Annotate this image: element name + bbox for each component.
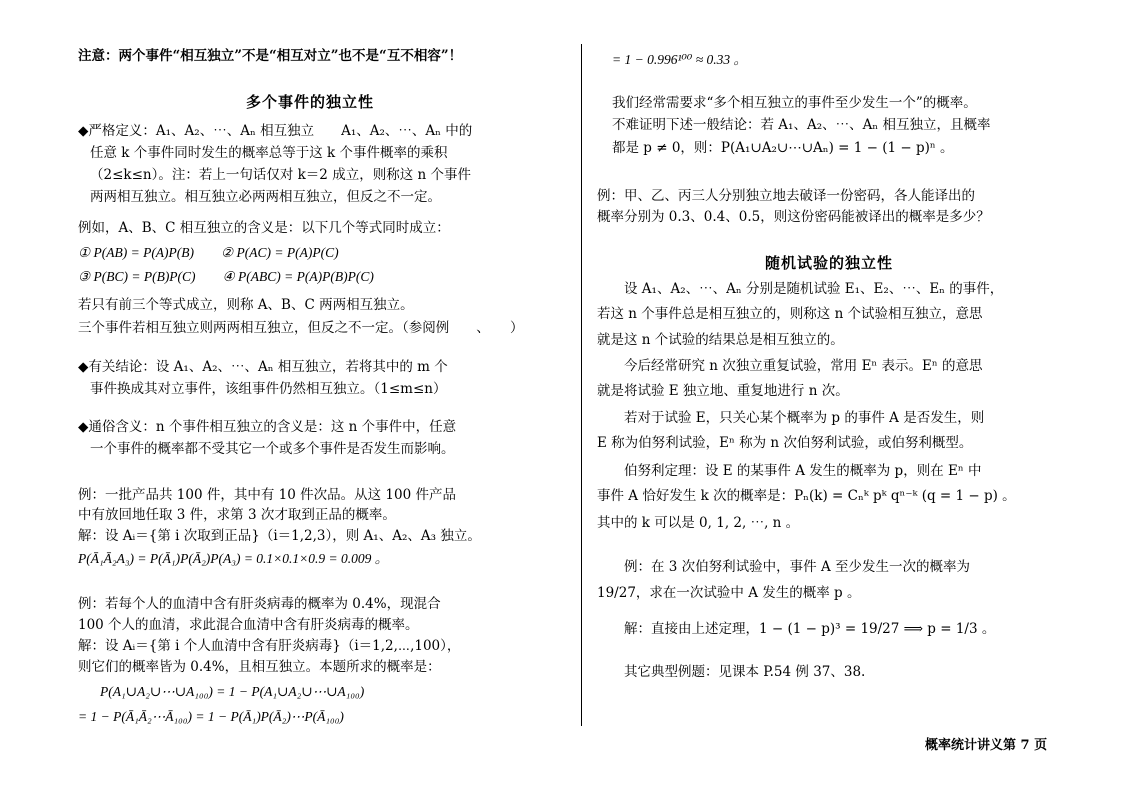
- repeated-trial-line-2: 就是将试验 E 独立地、重复地进行 n 次。: [597, 383, 849, 399]
- section-title-multi-event: 多个事件的独立性: [246, 93, 375, 111]
- bernoulli-theorem-line-3: 其中的 k 可以是 0, 1, 2, ⋯, n 。: [597, 515, 800, 531]
- example-2-line-1: 例：若每个人的血清中含有肝炎病毒的概率为 0.4%，现混合: [78, 596, 441, 612]
- example-4-line-2: 19/27，求在一次试验中 A 发生的概率 p 。: [597, 585, 861, 601]
- example-1-line-3: 解：设 Aᵢ＝{第 i 次取到正品}（i＝1,2,3），则 A₁、A₂、A₃ 独立。: [78, 528, 481, 544]
- equation-row-1: ① P(AB) = P(A)P(B) ② P(AC) = P(A)P(C): [78, 245, 339, 260]
- at-least-one-line-1: 我们经常需要求“多个相互独立的事件至少发生一个”的概率。: [612, 95, 977, 111]
- example-2-formula-1: P(A₁∪A₂∪⋯∪A₁₀₀) = 1 − P(A₁∪A₂∪⋯∪A₁₀₀): [100, 684, 365, 699]
- bernoulli-line-1: 若对于试验 E，只关心某个概率为 p 的事件 A 是否发生，则: [624, 410, 985, 426]
- pairwise-note-2: 三个事件若相互独立则两两相互独立，但反之不一定。（参阅例 、 ）: [78, 320, 524, 336]
- example-2-line-4: 则它们的概率皆为 0.4%，且相互独立。本题所求的概率是：: [78, 659, 441, 675]
- popular-meaning-line-1: ◆通俗含义：n 个事件相互独立的含义是：这 n 个事件中，任意: [78, 419, 457, 435]
- bernoulli-theorem-line-2: 事件 A 恰好发生 k 次的概率是：Pₙ(k) = Cₙᵏ pᵏ qⁿ⁻ᵏ (q = 1 − p) 。: [597, 488, 1016, 504]
- related-conclusion-line-1: ◆有关结论：设 A₁、A₂、⋯、Aₙ 相互独立，若将其中的 m 个: [78, 359, 448, 375]
- at-least-one-line-2: 不难证明下述一般结论：若 A₁、A₂、⋯、Aₙ 相互独立，且概率: [612, 117, 991, 133]
- strict-definition-line-1: ◆严格定义：A₁、A₂、⋯、Aₙ 相互独立 A₁、A₂、⋯、Aₙ 中的: [78, 123, 473, 139]
- page-footer: 概率统计讲义第 7 页: [925, 738, 1048, 753]
- section-title-random-trial: 随机试验的独立性: [765, 254, 894, 272]
- strict-definition-line-4: 两两相互独立。相互独立必两两相互独立，但反之不一定。: [90, 189, 441, 205]
- bernoulli-theorem-line-1: 伯努利定理：设 E 的某事件 A 发生的概率为 p，则在 Eⁿ 中: [624, 463, 982, 479]
- column-divider: [581, 44, 582, 726]
- popular-meaning-line-2: 一个事件的概率都不受其它一个或多个事件是否发生而影响。: [90, 441, 455, 457]
- example-intro: 例如，A、B、C 相互独立的含义是：以下几个等式同时成立：: [78, 220, 450, 236]
- example-2-result: = 1 − 0.996¹⁰⁰ ≈ 0.33 。: [612, 52, 747, 67]
- trial-independence-line-1: 设 A₁、A₂、⋯、Aₙ 分别是随机试验 E₁、E₂、⋯、Eₙ 的事件，: [624, 281, 1004, 297]
- repeated-trial-line-1: 今后经常研究 n 次独立重复试验，常用 Eⁿ 表示。Eⁿ 的意思: [624, 358, 983, 374]
- example-2-line-2: 100 个人的血清，求此混合血清中含有肝炎病毒的概率。: [78, 617, 419, 633]
- at-least-one-line-3: 都是 p ≠ 0，则：P(A₁∪A₂∪⋯∪Aₙ) = 1 − (1 − p)ⁿ 。: [612, 140, 954, 156]
- other-examples: 其它典型例题：见课本 P.54 例 37、38.: [624, 664, 866, 680]
- example-4-line-1: 例：在 3 次伯努利试验中，事件 A 至少发生一次的概率为: [624, 559, 971, 575]
- example-1-line-1: 例：一批产品共 100 件，其中有 10 件次品。从这 100 件产品: [78, 487, 456, 503]
- example-2-formula-2: = 1 − P(Ā₁Ā₂⋯Ā₁₀₀) = 1 − P(Ā₁)P(Ā₂)⋯P(Ā₁₀₀): [78, 709, 344, 724]
- pairwise-note-1: 若只有前三个等式成立，则称 A、B、C 两两相互独立。: [78, 297, 414, 313]
- related-conclusion-line-2: 事件换成其对立事件，该组事件仍然相互独立。（1≤m≤n）: [90, 381, 447, 397]
- example-1-formula: P(Ā₁Ā₂A₃) = P(Ā₁)P(Ā₂)P(A₃) = 0.1×0.1×0.9 = 0.009 。: [78, 551, 389, 566]
- equation-row-2: ③ P(BC) = P(B)P(C) ④ P(ABC) = P(A)P(B)P(C): [78, 269, 374, 284]
- strict-definition-line-3: （2≤k≤n）。注：若上一句话仅对 k＝2 成立，则称这 n 个事件: [90, 167, 471, 183]
- note-line: 注意：两个事件“相互独立”不是“相互对立”也不是“互不相容”！: [78, 48, 463, 64]
- example-1-line-2: 中有放回地任取 3 件，求第 3 次才取到正品的概率。: [78, 507, 396, 523]
- strict-definition-line-2: 任意 k 个事件同时发生的概率总等于这 k 个事件概率的乘积: [90, 145, 448, 161]
- example-4-solution: 解：直接由上述定理，1 − (1 − p)³ = 19/27 ⟹ p = 1/3 。: [624, 621, 996, 637]
- trial-independence-line-3: 就是这 n 个试验的结果总是相互独立的。: [597, 332, 844, 348]
- trial-independence-line-2: 若这 n 个事件总是相互独立的，则称这 n 个试验相互独立，意思: [597, 306, 983, 322]
- example-2-line-3: 解：设 Aᵢ＝{第 i 个人血清中含有肝炎病毒}（i＝1,2,⋯,100），: [78, 638, 461, 654]
- example-3-line-1: 例：甲、乙、丙三人分别独立地去破译一份密码，各人能译出的: [597, 188, 975, 204]
- example-3-line-2: 概率分别为 0.3、0.4、0.5，则这份密码能被译出的概率是多少？: [597, 209, 990, 225]
- bernoulli-line-2: E 称为伯努利试验，Eⁿ 称为 n 次伯努利试验，或伯努利概型。: [597, 435, 973, 451]
